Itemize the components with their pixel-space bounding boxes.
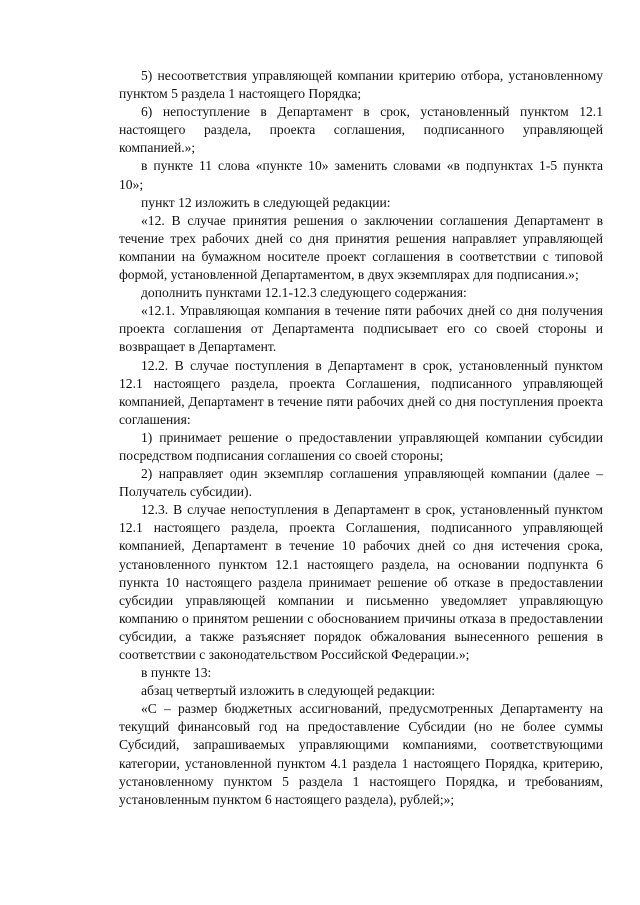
paragraph-point-12-2-sub-1: 1) принимает решение о предоставлении управляющей компании субсидии посредством подписания соглашения со своей стороны; xyxy=(119,429,603,463)
paragraph-point-12-2: 12.2. В случае поступления в Департамент в срок, установленный пунктом 12.1 настоящего раздела, проекта Соглашения, подписанного управляющей компанией, Департамент в течение пяти рабочих дней со дня поступления проекта соглашения: xyxy=(119,357,603,427)
paragraph-formula-c-definition: «С – размер бюджетных ассигнований, предусмотренных Департаменту на текущий финансовый год на предоставление Субсидии (но не более суммы Субсидий, запрашиваемых управляющими компаниями, соответствующими категории, установленной пунктом 4.1 раздела 1 настоящего Порядка, критерию, установленному пунктом 5 раздела 1 настоящего Порядка, и требованиям, установленным пунктом 6 настоящего раздела), рублей;»; xyxy=(119,701,603,807)
paragraph-point-12-intro: пункт 12 изложить в следующей редакции: xyxy=(141,194,391,210)
document-body xyxy=(119,67,603,809)
paragraph-point-13-intro: в пункте 13: xyxy=(141,665,212,681)
paragraph-item-5: 5) несоответствия управляющей компании критерию отбора, установленному пунктом 5 раздела 1 настоящего Порядка; xyxy=(119,68,603,102)
paragraph-abzac-4-intro: абзац четвертый изложить в следующей редакции: xyxy=(141,683,436,699)
paragraph-point-12-1: «12.1. Управляющая компания в течение пяти рабочих дней со дня получения проекта соглашения от Департамента подписывает его со своей стороны и возвращает в Департамент. xyxy=(119,303,603,355)
paragraph-point-12-2-sub-2: 2) направляет один экземпляр соглашения управляющей компании (далее – Получатель субсидии). xyxy=(119,466,603,500)
paragraph-item-6: 6) непоступление в Департамент в срок, установленный пунктом 12.1 настоящего раздела, проекта соглашения, подписанного управляющей компанией.»; xyxy=(119,104,603,156)
paragraph-point-12-3: 12.3. В случае непоступления в Департамент в срок, установленный пунктом 12.1 настоящего раздела, проекта Соглашения, подписанного управляющей компанией, Департамент в течение 10 рабочих дней со дня истечения срока, установленного пунктом 12.1 настоящего раздела, на основании подпункта 6 пункта 10 настоящего раздела принимает решение об отказе в предоставлении субсидии управляющей компании и письменно уведомляет управляющую компанию о принятом решении с обоснованием причины отказа в предоставлении субсидии, а также разъясняет порядок обжалования вынесенного решения в соответствии с законодательством Российской Федерации.»; xyxy=(119,502,603,662)
paragraph-point-12-text: «12. В случае принятия решения о заключении соглашения Департамент в течение трех рабочих дней со дня принятия решения направляет управляющей компании на бумажном носителе проект соглашения в соответствии с типовой формой, установленной Департаментом, в двух экземплярах для подписания.»; xyxy=(119,212,603,283)
paragraph-add-points-intro: дополнить пунктами 12.1-12.3 следующего содержания: xyxy=(141,285,467,301)
paragraph-point-11-amendment: в пункте 11 слова «пункте 10» заменить словами «в подпунктах 1-5 пункта 10»; xyxy=(119,158,603,192)
